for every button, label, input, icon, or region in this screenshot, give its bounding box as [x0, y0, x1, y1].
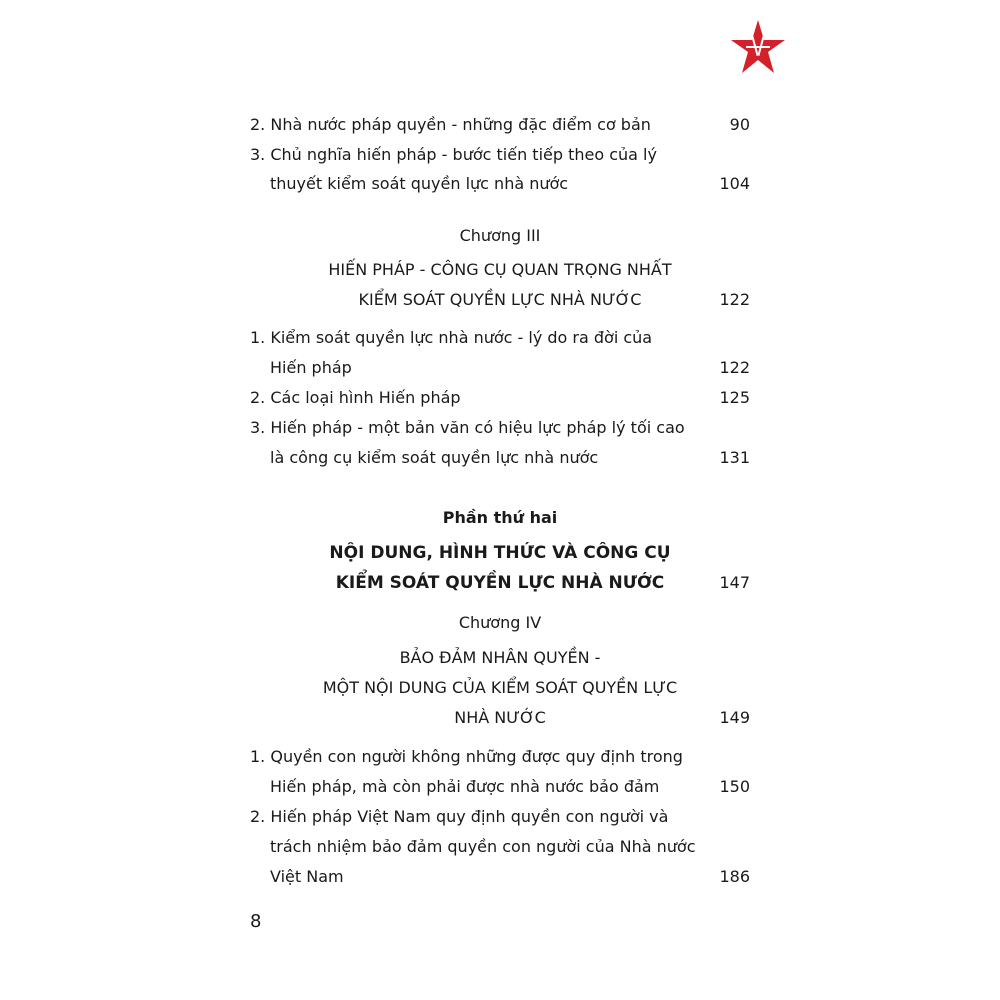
toc-entry[interactable]: [250, 807, 668, 827]
chapter-title[interactable]: KIỂM SOÁT QUYỀN LỰC NHÀ NƯỚC: [358, 290, 642, 309]
toc-entry-continuation: Hiến pháp: [270, 358, 352, 377]
toc-entry-continuation: là công cụ kiểm soát quyền lực nhà nước: [270, 448, 599, 467]
toc-entry[interactable]: [250, 418, 685, 438]
toc-page-number: 104: [719, 174, 750, 193]
part-title[interactable]: NỘI DUNG, HÌNH THỨC VÀ CÔNG CỤ: [329, 543, 671, 563]
page-number: 8: [250, 911, 262, 932]
toc-entry-number: 2.: [250, 115, 266, 134]
chapter-label: Chương III: [459, 226, 541, 245]
toc-entry-number: 1.: [250, 328, 266, 347]
toc-entry[interactable]: [250, 115, 651, 135]
toc-entry-text: Quyền con người không những được quy định trong: [270, 747, 683, 766]
toc-entry-continuation: Việt Nam: [270, 867, 344, 886]
toc-entry-text: Nhà nước pháp quyền - những đặc điểm cơ bản: [270, 115, 651, 134]
chapter-title[interactable]: HIẾN PHÁP - CÔNG CỤ QUAN TRỌNG NHẤT: [328, 260, 672, 279]
toc-entry-number: 3.: [250, 418, 266, 437]
toc-page-number: 150: [719, 777, 750, 796]
chapter-title[interactable]: BẢO ĐẢM NHÂN QUYỀN -: [399, 648, 601, 667]
toc-page-number: 122: [719, 358, 750, 377]
toc-entry[interactable]: [250, 328, 652, 348]
toc-entry-number: 2.: [250, 388, 266, 407]
toc-entry-text: Chủ nghĩa hiến pháp - bước tiến tiếp theo của lý: [270, 145, 657, 164]
toc-entry-continuation: trách nhiệm bảo đảm quyền con người của Nhà nước: [270, 837, 696, 856]
part-label: Phần thứ hai: [442, 508, 558, 527]
toc-page-number: 122: [719, 290, 750, 309]
toc-page-number: 149: [719, 708, 750, 727]
toc-page-number: 90: [729, 115, 750, 134]
toc-entry-continuation: thuyết kiểm soát quyền lực nhà nước: [270, 174, 569, 193]
toc-entry-continuation: Hiến pháp, mà còn phải được nhà nước bảo đảm: [270, 777, 660, 796]
toc-entry[interactable]: [250, 388, 461, 408]
star-emblem-icon: [728, 18, 788, 78]
toc-entry[interactable]: [250, 145, 657, 165]
toc-entry-text: Các loại hình Hiến pháp: [270, 388, 461, 407]
chapter-title[interactable]: MỘT NỘI DUNG CỦA KIỂM SOÁT QUYỀN LỰC: [322, 678, 678, 697]
toc-page-number: 125: [719, 388, 750, 407]
toc-entry-number: 1.: [250, 747, 266, 766]
toc-entry-number: 2.: [250, 807, 266, 826]
toc-page-number: 131: [719, 448, 750, 467]
toc-entry-number: 3.: [250, 145, 266, 164]
part-title[interactable]: KIỂM SOÁT QUYỀN LỰC NHÀ NƯỚC: [335, 573, 665, 593]
toc-page-number: 186: [719, 867, 750, 886]
chapter-label: Chương IV: [458, 613, 542, 632]
toc-page-number: 147: [719, 573, 750, 592]
chapter-title[interactable]: NHÀ NƯỚC: [454, 708, 546, 727]
toc-entry-text: Hiến pháp Việt Nam quy định quyền con người và: [270, 807, 669, 826]
toc-entry-text: Hiến pháp - một bản văn có hiệu lực pháp lý tối cao: [270, 418, 685, 437]
toc-entry[interactable]: [250, 747, 683, 767]
toc-entry-text: Kiểm soát quyền lực nhà nước - lý do ra đời của: [270, 328, 653, 347]
